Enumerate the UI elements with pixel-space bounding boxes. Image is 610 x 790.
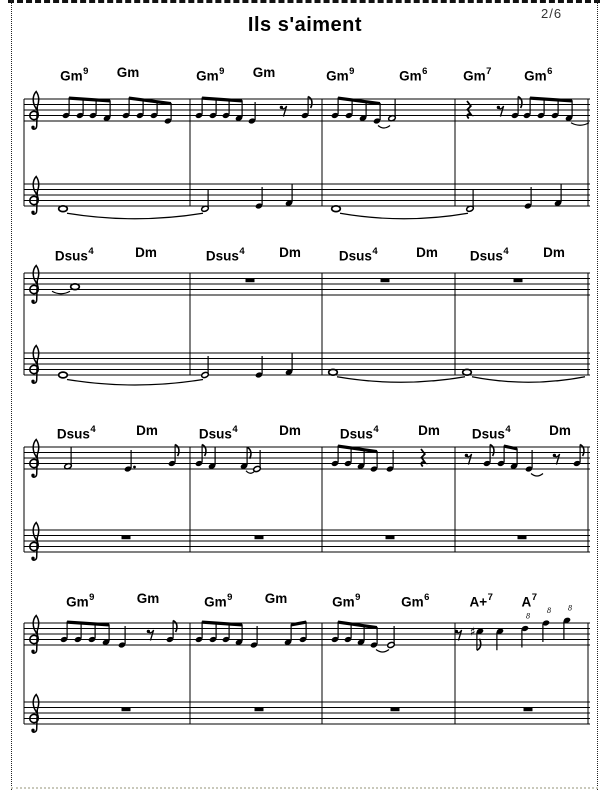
chord-symbol[interactable]: Dsus$^4$ — [339, 424, 379, 442]
note[interactable] — [208, 447, 216, 470]
chord-symbol[interactable]: Dm — [418, 423, 440, 438]
note[interactable] — [250, 626, 258, 649]
rest[interactable] — [280, 106, 287, 117]
chord-symbol[interactable]: Dm — [136, 423, 158, 438]
chord-symbol[interactable]: Gm$^6$ — [401, 592, 430, 610]
note[interactable] — [240, 447, 251, 470]
chord-symbol[interactable]: Gm$^9$ — [60, 66, 89, 84]
note[interactable] — [253, 450, 261, 472]
note[interactable] — [524, 187, 532, 210]
rest[interactable] — [255, 536, 264, 539]
rest[interactable] — [381, 279, 390, 282]
rest[interactable] — [391, 708, 400, 711]
rest[interactable] — [386, 536, 395, 539]
beamed-note-group[interactable] — [195, 621, 243, 646]
note[interactable] — [329, 369, 338, 375]
chord-symbol[interactable]: Gm — [116, 65, 140, 80]
beamed-note-group[interactable] — [331, 621, 378, 649]
chord-symbol[interactable]: Dm — [543, 245, 565, 260]
chord-symbol[interactable]: Dsus$^4$ — [198, 424, 238, 442]
page-title: Ils s'aiment — [247, 14, 363, 36]
chord-symbol[interactable]: Gm — [252, 65, 276, 80]
page-number: 2/6 — [541, 6, 563, 21]
rest[interactable] — [255, 708, 264, 711]
note[interactable] — [496, 628, 504, 651]
rest[interactable] — [246, 279, 255, 282]
tie — [52, 291, 70, 294]
rest[interactable] — [122, 708, 131, 711]
note[interactable] — [386, 450, 394, 473]
svg-text:8: 8 — [526, 611, 530, 621]
beamed-note-group[interactable] — [331, 97, 381, 125]
chord-symbol[interactable]: Dsus$^4$ — [54, 246, 94, 264]
note[interactable] — [285, 353, 293, 376]
tie — [67, 213, 203, 219]
chord-symbol[interactable]: Gm$^9$ — [66, 592, 95, 610]
note[interactable] — [248, 102, 256, 125]
chord-symbol[interactable]: $A^7$ — [521, 592, 538, 610]
chord-symbol[interactable]: Dm — [135, 245, 157, 260]
tie — [340, 213, 468, 219]
note[interactable] — [332, 206, 341, 212]
note[interactable] — [255, 187, 263, 210]
rest[interactable] — [465, 454, 472, 465]
rest[interactable] — [455, 630, 462, 641]
chord-symbol[interactable]: Dsus$^4$ — [205, 246, 245, 264]
note[interactable] — [285, 184, 293, 207]
beamed-note-group[interactable] — [497, 445, 518, 470]
note[interactable] — [463, 369, 472, 375]
beamed-note-group[interactable] — [523, 97, 573, 122]
note[interactable] — [554, 184, 562, 207]
beamed-note-group[interactable] — [60, 621, 110, 646]
chord-symbol[interactable]: Dm — [549, 423, 571, 438]
chord-symbol[interactable]: Gm$^9$ — [196, 66, 225, 84]
tie — [378, 126, 390, 129]
svg-text:♯: ♯ — [470, 624, 476, 639]
chord-symbol[interactable]: Dsus$^4$ — [56, 424, 96, 442]
chord-symbol[interactable]: Gm$^9$ — [326, 66, 355, 84]
svg-text:8: 8 — [568, 603, 572, 613]
svg-text:8: 8 — [547, 606, 551, 615]
note[interactable] — [118, 626, 126, 649]
note[interactable] — [542, 606, 551, 642]
rest[interactable] — [122, 536, 131, 539]
note[interactable] — [387, 626, 395, 648]
beamed-note-group[interactable] — [62, 97, 111, 122]
tie — [376, 650, 389, 653]
note[interactable] — [201, 356, 209, 378]
note[interactable] — [525, 450, 533, 473]
chord-symbol[interactable]: Gm$^9$ — [332, 592, 361, 610]
tie — [571, 123, 589, 126]
tie — [67, 380, 203, 386]
note[interactable] — [59, 206, 68, 212]
rest[interactable] — [147, 630, 154, 641]
chord-symbol[interactable]: A+$^7$ — [469, 592, 493, 610]
chord-symbol[interactable]: Dm — [279, 245, 301, 260]
rest[interactable] — [524, 708, 533, 711]
tie — [531, 474, 543, 477]
chord-symbol[interactable]: Gm$^9$ — [204, 592, 233, 610]
tie — [472, 377, 585, 383]
chord-symbol[interactable]: Gm$^6$ — [399, 66, 428, 84]
chord-symbol[interactable]: Gm$^7$ — [463, 66, 492, 84]
rest[interactable] — [518, 536, 527, 539]
beamed-note-group[interactable] — [284, 621, 307, 646]
beamed-note-group[interactable] — [195, 97, 243, 122]
note[interactable] — [59, 372, 68, 378]
chord-symbol[interactable]: Gm — [264, 591, 288, 606]
chord-symbol[interactable]: Dsus$^4$ — [338, 246, 378, 264]
rest[interactable] — [514, 279, 523, 282]
note[interactable] — [71, 284, 80, 290]
beamed-note-group[interactable] — [331, 445, 378, 473]
rest[interactable] — [553, 454, 560, 465]
chord-symbol[interactable]: Dsus$^4$ — [471, 424, 511, 442]
tie — [337, 377, 465, 383]
beamed-note-group[interactable] — [122, 97, 172, 125]
note[interactable] — [521, 612, 530, 648]
chord-symbol[interactable]: Dm — [279, 423, 301, 438]
rest[interactable] — [497, 106, 504, 117]
note[interactable] — [255, 356, 263, 379]
chord-symbol[interactable]: Dsus$^4$ — [469, 246, 509, 264]
chord-symbol[interactable]: Dm — [416, 245, 438, 260]
chord-symbol[interactable]: Gm$^6$ — [524, 66, 553, 84]
chord-symbol[interactable]: Gm — [136, 591, 160, 606]
